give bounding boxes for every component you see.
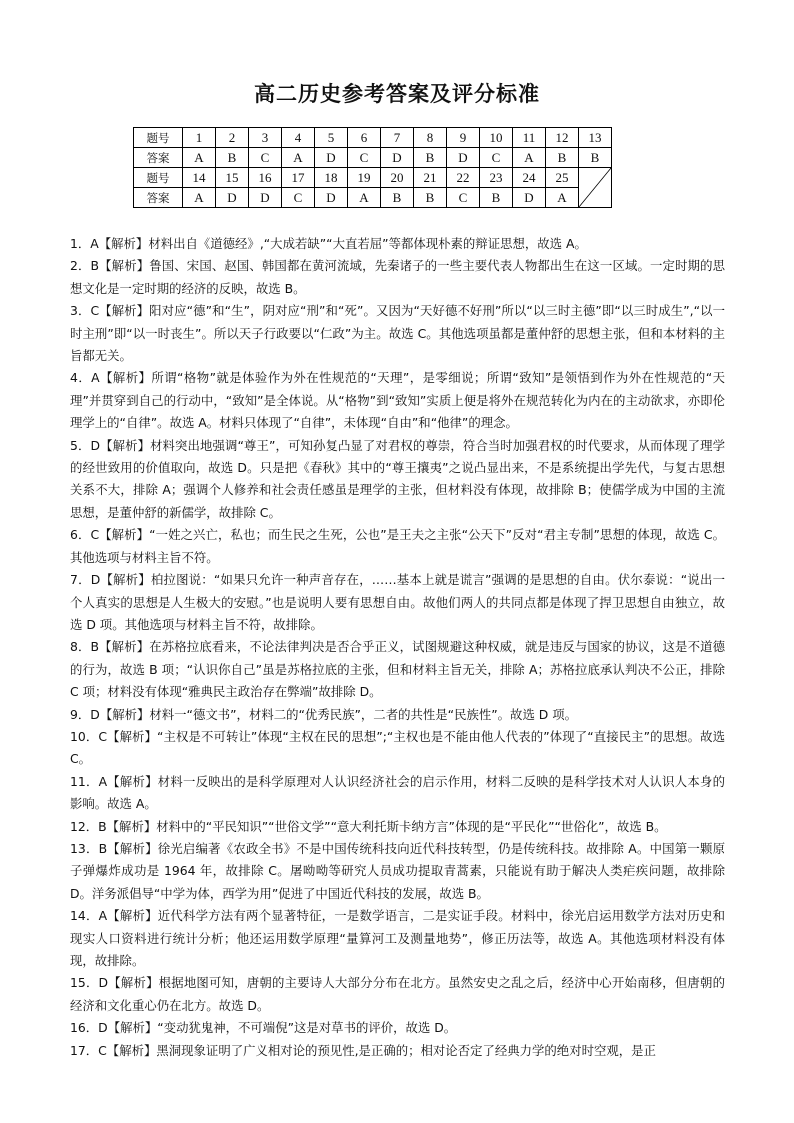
table-cell: A <box>513 148 546 168</box>
table-cell: B <box>381 188 414 208</box>
explanation-item: 9．D【解析】材料一“德文书”，材料二的“优秀民族”，二者的共性是“民族性”。故选 D 项。 <box>70 706 578 722</box>
table-cell: C <box>480 148 513 168</box>
table-cell: A <box>282 148 315 168</box>
row-label: 答案 <box>134 188 183 208</box>
table-row <box>134 148 612 168</box>
explanation-item: 8．B【解析】在苏格拉底看来，不论法律判决是否合乎正义，试图规避这种权威，就是违反与国家的协议，这是不道德的行为，故选 B 项；“认识你自己”虽是苏格拉底的主张，但和材料主旨无关，排除 A；苏格拉底承认判决不公正，排除 C 项；材料没有体现“雅典民主政治存在弊端”故排除 D。 <box>70 639 725 700</box>
table-cell: 10 <box>480 128 513 148</box>
table-cell: 16 <box>249 168 282 188</box>
explanation-item: 2．B【解析】鲁国、宋国、赵国、韩国都在黄河流域，先秦诸子的一些主要代表人物都出生在这一区域。一定时期的思想文化是一定时期的经济的反映，故选 B。 <box>70 258 725 296</box>
table-cell: A <box>546 188 579 208</box>
table-cell: 8 <box>414 128 447 148</box>
explanation-item: 12．B【解析】材料中的“平民知识”“世俗文学”“意大利托斯卡纳方言”体现的是“平民化”“世俗化”，故选 B。 <box>70 818 667 834</box>
table-cell: 2 <box>216 128 249 148</box>
table-cell: 13 <box>579 128 612 148</box>
row-label: 题号 <box>134 168 183 188</box>
table-cell: B <box>579 148 612 168</box>
table-cell: 24 <box>513 168 546 188</box>
table-cell: C <box>348 148 381 168</box>
explanation-item: 5．D【解析】材料突出地强调“尊王”，可知孙复凸显了对君权的尊崇，符合当时加强君权的时代要求，从而体现了理学的经世致用的价值取向，故选 D。只是把《春秋》其中的“尊王攘夷”之说凸显出来，不是系统提出学先代，与复古思想关系不大，排除 A；强调个人修养和社会责任感虽是理学的主张，但材料没有体现，故排除 B；使儒学成为中国的主流思想，是董仲舒的新儒学，故排除 C。 <box>70 437 725 520</box>
table-cell: 14 <box>183 168 216 188</box>
explanation-item: 6．C【解析】“一姓之兴亡，私也；而生民之生死，公也”是王夫之主张“公天下”反对“君主专制”思想的体现，故选 C。其他选项与材料主旨不符。 <box>70 527 725 565</box>
table-cell: 15 <box>216 168 249 188</box>
table-cell: 12 <box>546 128 579 148</box>
table-row <box>134 188 612 208</box>
table-cell: 3 <box>249 128 282 148</box>
row-label: 答案 <box>134 148 183 168</box>
empty-diagonal-cell <box>579 168 612 208</box>
table-cell: 1 <box>183 128 216 148</box>
explanation-item: 13．B【解析】徐光启编著《农政全书》不是中国传统科技向近代科技转型，仍是传统科技。故排除 A。中国第一颗原子弹爆炸成功是 1964 年，故排除 C。屠呦呦等研究人员成功提取青蒿素，只能说有助于解决人类疟疾问题，故排除 D。洋务派倡导“中学为体，西学为用”促进了中国近代科技的发展，故选 B。 <box>70 840 726 901</box>
table-row <box>134 168 612 188</box>
table-cell: 9 <box>447 128 480 148</box>
explanation-item: 7．D【解析】柏拉图说：“如果只允许一种声音存在，……基本上就是谎言”强调的是思想的自由。伏尔泰说：“说出一个人真实的思想是人生极大的安慰。”也是说明人要有思想自由。故他们两人的共同点都是体现了捍卫思想自由独立，故选 D 项。其他选项与材料主旨不符，故排除。 <box>70 572 725 632</box>
table-cell: 20 <box>381 168 414 188</box>
table-cell: B <box>414 188 447 208</box>
explanation-item: 10．C【解析】“主权是不可转让”体现“主权在民的思想”;“主权也是不能由他人代表的”体现了“直接民主”的思想。故选 C。 <box>70 728 725 767</box>
table-cell: 22 <box>447 168 480 188</box>
answer-table <box>133 127 612 208</box>
table-cell: 6 <box>348 128 381 148</box>
table-cell: D <box>249 188 282 208</box>
table-cell: C <box>249 148 282 168</box>
table-cell: 21 <box>414 168 447 188</box>
table-cell: A <box>348 188 381 208</box>
explanation-item: 16．D【解析】“变动犹鬼神，不可端倪”这是对草书的评价，故选 D。 <box>70 1020 457 1036</box>
table-cell: 4 <box>282 128 315 148</box>
explanation-item: 11．A【解析】材料一反映出的是科学原理对人认识经济社会的启示作用，材料二反映的是科学技术对人认识人本身的影响。故选 A。 <box>70 773 725 812</box>
table-cell: D <box>216 188 249 208</box>
table-cell: 19 <box>348 168 381 188</box>
table-cell: D <box>513 188 546 208</box>
explanation-item: 3．C【解析】阳对应“德”和“生”，阴对应“刑”和“死”。又因为“天好德不好刑”所以“以三时主德”即“以三时成生”,“以一时主刑”即“以一时丧生”。所以天子行政要以“仁政”为主。故选 C。其他选项虽都是董仲舒的思想主张，但和本材料的主旨都无关。 <box>70 303 725 364</box>
table-cell: 25 <box>546 168 579 188</box>
diagonal-line <box>579 168 611 207</box>
table-cell: 17 <box>282 168 315 188</box>
row-label: 题号 <box>134 128 183 148</box>
table-cell: C <box>282 188 315 208</box>
table-cell: A <box>183 148 216 168</box>
table-cell: D <box>315 148 348 168</box>
table-cell: B <box>480 188 513 208</box>
table-cell: D <box>381 148 414 168</box>
table-cell: 11 <box>513 128 546 148</box>
table-cell: B <box>546 148 579 168</box>
table-cell: D <box>447 148 480 168</box>
table-cell: 7 <box>381 128 414 148</box>
table-cell: C <box>447 188 480 208</box>
explanation-item: 1．A【解析】材料出自《道德经》,“大成若缺”“大直若屈”等都体现朴素的辩证思想，故选 A。 <box>70 236 587 251</box>
answer-explanations <box>70 233 725 1062</box>
explanation-item: 4．A【解析】所谓“格物”就是体验作为外在性规范的“天理”，是零细说；所谓“致知”是领悟到作为外在性规范的“天理”并贯穿到自己的行动中，“致知”是全体说。从“格物”到“致知”实质上便是将外在规范转化为内在的主动欲求，亦即伦理学上的“自律”。故选 A。材料只体现了“自律”，未体现“自由”和“他律”的理念。 <box>70 370 725 431</box>
explanation-item: 17．C【解析】黑洞现象证明了广义相对论的预见性,是正确的；相对论否定了经典力学的绝对时空观，是正 <box>70 1042 656 1058</box>
page-title: 高二历史参考答案及评分标准 <box>254 82 540 106</box>
table-cell: 5 <box>315 128 348 148</box>
table-cell: 18 <box>315 168 348 188</box>
table-cell: D <box>315 188 348 208</box>
table-cell: A <box>183 188 216 208</box>
table-cell: B <box>414 148 447 168</box>
explanation-item: 15．D【解析】根据地图可知，唐朝的主要诗人大部分分布在北方。虽然安史之乱之后，经济中心开始南移，但唐朝的经济和文化重心仍在北方。故选 D。 <box>70 975 725 1013</box>
table-cell: B <box>216 148 249 168</box>
table-row <box>134 128 612 148</box>
table-cell: 23 <box>480 168 513 188</box>
explanation-item: 14．A【解析】近代科学方法有两个显著特征，一是数学语言，二是实证手段。材料中，徐光启运用数学方法对历史和现实人口资料进行统计分析；他还运用数学原理“量算河工及测量地势”，修正历法等，故选 A。其他选项材料没有体现，故排除。 <box>70 908 725 968</box>
